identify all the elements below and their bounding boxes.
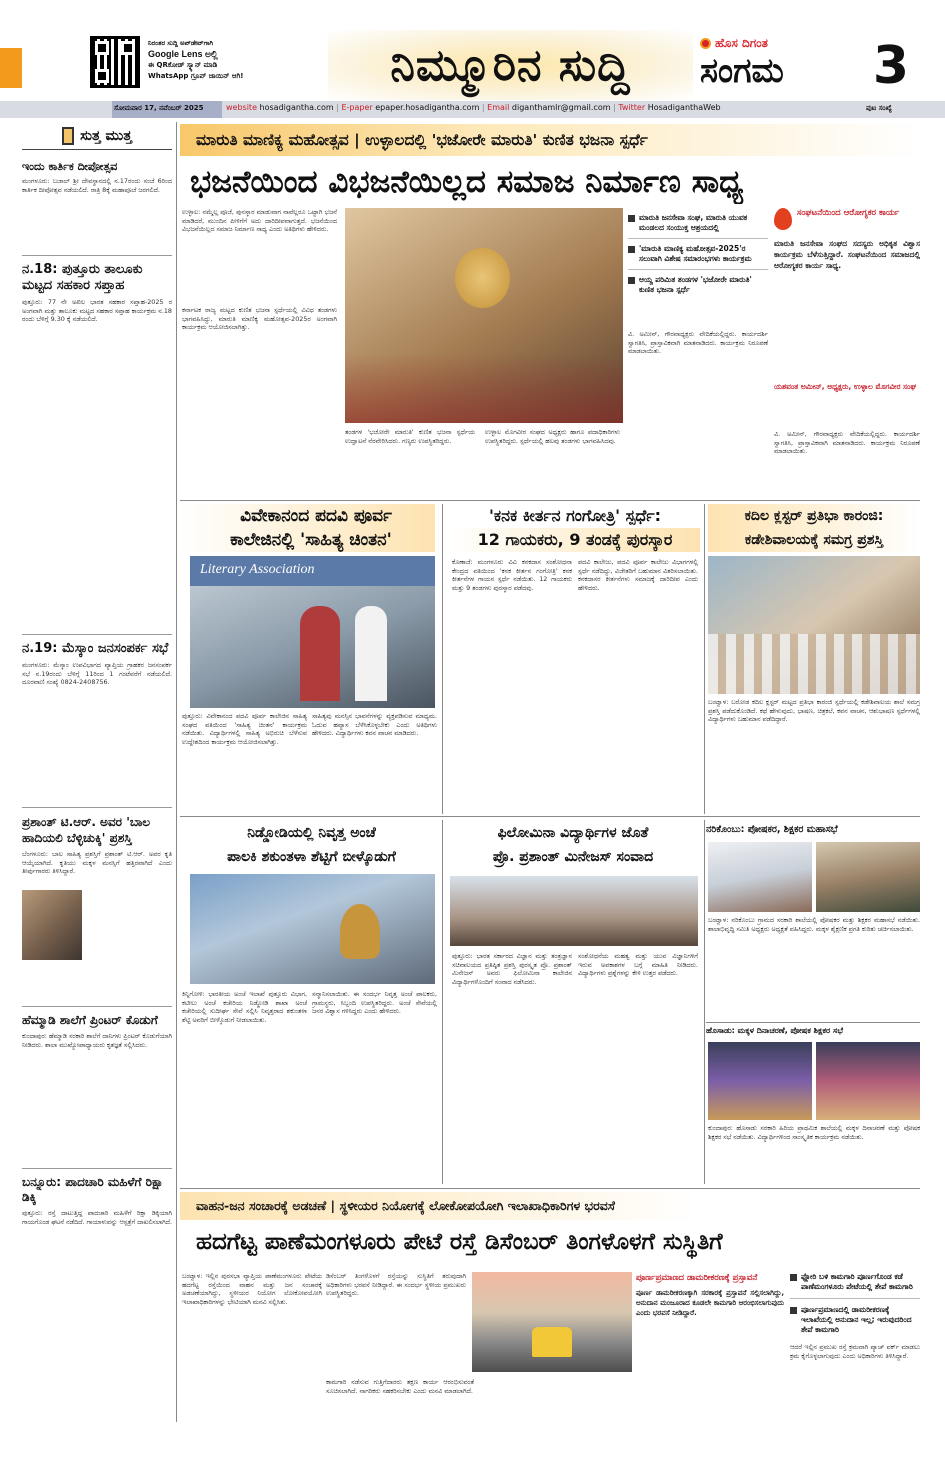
bullet-item: ಮಾರುತಿ ಜನಸೇವಾ ಸಂಘ, ಮಾರುತಿ ಯುವಕ ಮಂಡಲದ ಸಂಯುಕ್ತ ಆಶ್ರಯದಲ್ಲಿ bbox=[628, 210, 768, 239]
sidebar bbox=[22, 122, 172, 1422]
sidebar-item bbox=[22, 1013, 172, 1162]
lead-headline: ಭಜನೆಯಿಂದ ವಿಭಜನೆಯಿಲ್ಲದ ಸಮಾಜ ನಿರ್ಮಾಣ ಸಾಧ್ಯ bbox=[190, 164, 744, 200]
bottom-body-1: ಬಂಟ್ವಾಳ: ಇಲ್ಲಿನ ಪುರಸಭಾ ವ್ಯಾಪ್ತಿಯ ಪಾಣೆಮಂಗಳೂರು ಪೇಟೆಯ ಹದಗೆಟ್ಟ ರಸ್ತೆಯಿಂದ ವಾಹನ ಮತ್ತು ಜನ ಸಂಚಾರಕ್ಕೆ ಅಡಚಣೆಯಾಗಿದ್ದು, ಸ್ಥಳೀಯರ ನಿಯೋಗ ಲೋಕೋಪಯೋಗಿ ಇಲಾಖಾಧಿಕಾರಿಗಳನ್ನು ಭೇಟಿಯಾಗಿ ಮನವಿ ಸಲ್ಲಿಸಿತು. bbox=[182, 1272, 322, 1306]
brand-big: ಸಂಗಮ bbox=[700, 51, 784, 91]
divider bbox=[442, 504, 443, 814]
hosadu-photo-1 bbox=[708, 1042, 812, 1120]
square-bullet-icon bbox=[790, 1274, 797, 1281]
sidebar-item-headline: ಇಂದು ಕಾರ್ತಿಕ ದೀಪೋತ್ಸವ bbox=[22, 160, 118, 173]
sidebar-item bbox=[22, 641, 172, 801]
bottom-side bbox=[790, 1272, 920, 1393]
sidebar-item-headline: ನ.18: ಪುತ್ತೂರು ತಾಲೂಕು ಮಟ್ಟದ ಸಹಕಾರ ಸಪ್ತಾಹ bbox=[22, 262, 143, 293]
sidebar-item-body: ಕುಂದಾಪುರ: ಹೆಮ್ಮಾಡಿ ಸರಕಾರಿ ಶಾಲೆಗೆ ದಾನಿಗಳು ಪ್ರಿಂಟರ್ ಕೊಡುಗೆಯಾಗಿ ನೀಡಿದರು. ಶಾಲಾ ಮುಖ್ಯೋಪಾಧ್ಯಾಯರು ಕೃತಜ್ಞತೆ ಸಲ್ಲಿಸಿದರು. bbox=[22, 1032, 172, 1049]
qr-code[interactable] bbox=[90, 36, 140, 88]
lead-kicker: ಮಾರುತಿ ಮಾಣಿಕ್ಯ ಮಹೋತ್ಸವ | ಉಳ್ಳಾಲದಲ್ಲಿ 'ಭಜೋರೇ ಮಾರುತಿ' ಕುಣಿತ ಭಜನಾ ಸ್ಪರ್ಧೆ bbox=[196, 131, 648, 149]
bullet-item: ಆಯ್ದ ಪರಿಮಿತ ತಂಡಗಳ 'ಭಜೋರೇ ಮಾರುತಿ' ಕುಣಿತ ಭಜನಾ ಸ್ಪರ್ಧೆ bbox=[628, 270, 768, 300]
kanaka-headline-1: 'ಕನಕ ಕೀರ್ತನ ಗಂಗೋತ್ರಿ' ಸ್ಪರ್ಧೆ: bbox=[489, 506, 661, 525]
qr-text-1: ನಿರಂತರ ಸುದ್ದಿ ಅಪ್‌ಡೇಟ್‌ಗಾಗಿ bbox=[148, 39, 214, 47]
lead-body-col5: ವಿ. ಅಮೀನ್, ಗೌರವಾಧ್ಯಕ್ಷರು ವೇದಿಕೆಯಲ್ಲಿದ್ದರು. ಕಾರ್ಯದರ್ಶಿ ಸ್ವಾಗತಿಸಿ, ಪ್ರಾಸ್ತಾವಿಕವಾಗಿ ಮಾತನಾಡಿದರು. ಕಾರ್ಯಕ್ರಮ ನಿರೂಪಣೆ ಮಾಡಲಾಯಿತು. bbox=[774, 430, 920, 456]
kadila-headline-2: ಕಡೇಶಿವಾಲಯಕ್ಕೆ ಸಮಗ್ರ ಪ್ರಶಸ್ತಿ bbox=[744, 532, 884, 548]
divider bbox=[180, 1188, 920, 1189]
brand-small: ಹೊಸ ದಿಗಂತ bbox=[715, 36, 768, 50]
divider bbox=[704, 820, 705, 1184]
side-point: ಪೂರ್ಣಪ್ರಮಾಣದಲ್ಲಿ ಡಾಮರೀಕರಣಕ್ಕೆ ಇಲಾಖೆಯಲ್ಲಿ ಅನುದಾನ ಇಲ್ಲ; ಇರುವುದರಿಂದ ತೇಪೆ ಕಾಮಗಾರಿ bbox=[790, 1299, 920, 1335]
nidoddi-headline-2: ಪಾಲಕಿ ಶಕುಂತಳಾ ಶೆಟ್ಟಿಗೆ ಬೀಳ್ಕೊಡುಗೆ bbox=[227, 849, 396, 865]
quote-body: ಮಾರುತಿ ಜನಸೇವಾ ಸಂಘದ ಸದಸ್ಯರು ಅಧಿಕೃತ ವಿಶ್ವಾಸ ಕಾರ್ಯಕ್ರಮ ಬೆಳೆಸುತ್ತಿದ್ದಾರೆ. ಸಂಘಟನೆಯಿಂದ ಸಮಾಜದಲ್ಲಿ ಆರೋಗ್ಯಕರ ಕಾರ್ಯ ಸಾಧ್ಯ. bbox=[774, 239, 920, 270]
orange-accent-block bbox=[0, 48, 22, 88]
philomina-headline-1: ಫಿಲೋಮಿನಾ ವಿದ್ಯಾರ್ಥಿಗಳ ಜೊತೆ bbox=[497, 825, 649, 841]
kanaka-body-1: ಕೊಣಾಜೆ: ಮಂಗಳೂರು ವಿವಿ ಕನಕದಾಸ ಸಂಶೋಧನಾ ಕೇಂದ್ರದ ವತಿಯಿಂದ 'ಕನಕ ಕೀರ್ತನ ಗಂಗೋತ್ರಿ' ಕನಕ ಕೀರ್ತನೆಗಳ ಗಾಯನ ಸ್ಪರ್ಧೆ ನಡೆಯಿತು. 12 ಗಾಯಕರು ಮತ್ತು 9 ತಂಡಗಳು ಪುರಸ್ಕಾರ ಪಡೆದವು. bbox=[452, 558, 572, 592]
twitter-label: Twitter bbox=[618, 103, 646, 112]
masthead-title: ನಿಮ್ಮೂರಿನ ಸುದ್ದಿ bbox=[390, 40, 631, 91]
quote-title: ಸಂಘಟನೆಯಿಂದ ಆರೋಗ್ಯಕರ ಕಾರ್ಯ bbox=[797, 208, 900, 218]
sidebar-item-body: ಮಂಗಳೂರು: ಬಜಾಲ್ ಶ್ರೀ ದೇವಸ್ಥಾನದಲ್ಲಿ ನ.17ರಂದು ಸಂಜೆ 6ರಿಂದ ಕಾರ್ತಿಕ ದೀಪೋತ್ಸವ ನಡೆಯಲಿದೆ. ರಾತ್ರಿ 8ಕ್ಕೆ ಮಹಾಪೂಜೆ ಜರಗಲಿದೆ. bbox=[22, 177, 172, 194]
bottom-box-body: ಪೂರ್ಣ ಡಾಮರೀಕರಣಕ್ಕಾಗಿ ಸರಕಾರಕ್ಕೆ ಪ್ರಸ್ತಾವನೆ ಸಲ್ಲಿಸಲಾಗಿದ್ದು, ಅನುದಾನ ಮಂಜೂರಾದ ಕೂಡಲೇ ಕಾಮಗಾರಿ ಆರಂಭಿಸಲಾಗುವುದು ಎಂದು ಭರವಸೆ ನೀಡಿದ್ದಾರೆ. bbox=[636, 1289, 784, 1317]
bullet-item: 'ಮಾರುತಿ ಮಾಣಿಕ್ಯ ಮಹೋತ್ಸವ-2025'ರ ಸಲುವಾಗಿ ವಿಶೇಷ ಸಮಾರಂಭಗಳು ಕಾರ್ಯಕ್ರಮ bbox=[628, 239, 768, 270]
side-point: ಫ್ಲೋರಿ ಬಳಿ ಕಾಮಗಾರಿ ಪೂರ್ಣಗೊಂಡ ಕಡೆ ಪಾಣೆಮಂಗಳೂರು ಪೇಟೆಯಲ್ಲಿ ತೇಪೆ ಕಾಮಗಾರಿ bbox=[790, 1272, 920, 1299]
bottom-body-2: ಡಿಸೆಂಬರ್ ತಿಂಗಳೊಳಗೆ ರಸ್ತೆಯನ್ನು ಸುಸ್ಥಿತಿಗೆ ತರುವುದಾಗಿ ಅಧಿಕಾರಿಗಳು ಭರವಸೆ ನೀಡಿದ್ದಾರೆ. ಈ ಸಂದರ್ಭ ಸ್ಥಳೀಯ ಪ್ರಮುಖರು ಉಪಸ್ಥಿತರಿದ್ದರು. bbox=[326, 1272, 466, 1298]
square-bullet-icon bbox=[790, 1307, 797, 1314]
philomina-headline-2: ಪ್ರೊ. ಪ್ರಶಾಂತ್ ಮಿನೇಜಸ್ ಸಂವಾದ bbox=[492, 849, 654, 865]
lead-body-col2: ತಂಡಗಳ 'ಭಜೋರೇ ಮಾರುತಿ' ಕುಣಿತ ಭಜನಾ ಸ್ಪರ್ಧೆಯ ಉದ್ಘಾಟನೆ ನೆರವೇರಿಸಿದರು. ಗಣ್ಯರು ಉಪಸ್ಥಿತರಿದ್ದರು. bbox=[345, 428, 475, 445]
sidebar-item-headline: ಬನ್ನೂರು: ಪಾದಚಾರಿ ಮಹಿಳೆಗೆ ರಿಕ್ಷಾ ಡಿಕ್ಕಿ bbox=[22, 1175, 164, 1204]
bottom-body-3: ಕಾಮಗಾರಿ ನಡೆಸುವ ಗುತ್ತಿಗೆದಾರರು ತಕ್ಷಣ ಕಾರ್ಯ ಆರಂಭಿಸುವಂತೆ ಸೂಚಿಸಲಾಗಿದೆ. ನಾಗರಿಕರು ಸಹಕರಿಸಬೇಕು ಎಂದು ಮನವಿ ಮಾಡಲಾಗಿದೆ. bbox=[326, 1378, 474, 1395]
divider bbox=[180, 816, 920, 817]
sidebar-item bbox=[22, 814, 172, 1000]
narikombu-headline: ನರಿಕೊಂಬು: ಪೋಷಕರ, ಶಿಕ್ಷಕರ ಮಹಾಸಭೆ bbox=[706, 824, 838, 835]
sidebar-item-body: ಪುತ್ತೂರು: 77 ನೇ ಅಖಿಲ ಭಾರತ ಸಹಕಾರ ಸಪ್ತಾಹ-2025 ರ ಅಂಗವಾಗಿ ಮತ್ತು ತಾಲೂಕು ಮಟ್ಟದ ಸಹಕಾರ ಸಪ್ತಾಹ ಕಾರ್ಯಕ್ರಮ ನ.18 ರಂದು ಬೆಳಿಗ್ಗೆ 9.30 ಕ್ಕೆ ನಡೆಯಲಿದೆ. bbox=[22, 298, 172, 324]
vivek-headline-1: ವಿವೇಕಾನಂದ ಪದವಿ ಪೂರ್ವ bbox=[240, 506, 392, 526]
epaper-label: E-paper bbox=[341, 103, 373, 112]
bottom-box bbox=[636, 1272, 784, 1372]
bottom-headline: ಹದಗೆಟ್ಟ ಪಾಣೆಮಂಗಳೂರು ಪೇಟೆ ರಸ್ತೆ ಡಿಸೆಂಬರ್ ತಿಂಗಳೊಳಗೆ ಸುಸ್ಥಿತಿಗೆ bbox=[196, 1229, 723, 1255]
sidebar-logo bbox=[22, 122, 172, 150]
bottom-street-photo bbox=[472, 1272, 632, 1372]
contact-line: website hosadigantha.com | E-paper epaper.hosadigantha.com | Email diganthamlr@gmail.com | Twitter HosadiganthaWeb bbox=[226, 103, 721, 112]
quote-author: ಯಶವಂತ ಅಮೀನ್, ಅಧ್ಯಕ್ಷರು, ಉಳ್ಳಾಲ ಮೊಗವೀರ ಸಂಘ bbox=[774, 382, 916, 391]
page-label: ಪುಟ ಸಂಖ್ಯೆ bbox=[866, 104, 892, 112]
sidebar-item-headline: ನ.19: ಮೆಸ್ಕಾಂ ಜನಸಂಪರ್ಕ ಸಭೆ bbox=[22, 641, 169, 656]
brand-logo[interactable] bbox=[700, 36, 890, 91]
divider bbox=[180, 500, 920, 501]
kanaka-body-2: ಪದವಿ ಕಾಲೇಜು, ಪದವಿ ಪೂರ್ವ ಕಾಲೇಜು ವಿಭಾಗಗಳಲ್ಲಿ ಸ್ಪರ್ಧೆ ನಡೆದಿದ್ದು, ವಿಜೇತರಿಗೆ ಬಹುಮಾನ ವಿತರಿಸಲಾಯಿತು. ಕನಕದಾಸರ ಕೀರ್ತನೆಗಳು ಸಮಾಜಕ್ಕೆ ದಾರಿದೀಪ ಎಂದು ಹೇಳಿದರು. bbox=[578, 558, 698, 592]
qr-instructions bbox=[148, 38, 328, 82]
vivek-body-1: ಪುತ್ತೂರು: ವಿವೇಕಾನಂದ ಪದವಿ ಪೂರ್ವ ಕಾಲೇಜಿನ ಸಾಹಿತ್ಯ ಸಂಘದ ವತಿಯಿಂದ 'ಸಾಹಿತ್ಯ ಚಿಂತನ' ಕಾರ್ಯಕ್ರಮ ನಡೆಯಿತು. ವಿದ್ಯಾರ್ಥಿಗಳಲ್ಲಿ ಸಾಹಿತ್ಯ ಅಭಿರುಚಿ ಬೆಳೆಸುವ ಉದ್ದೇಶದಿಂದ ಕಾರ್ಯಕ್ರಮ ಆಯೋಜಿಸಲಾಗಿತ್ತು. bbox=[182, 712, 307, 746]
nidoddi-body-1: ಕಿನ್ನಿಗೋಳಿ: ಭಾರತೀಯ ಅಂಚೆ ಇಲಾಖೆ ಪುತ್ತೂರು ವಿಭಾಗ, ಕಟೀಲು ಅಂಚೆ ಕಚೇರಿಯ ನಿಡ್ಡೋಡಿ ಶಾಖಾ ಅಂಚೆ ಕಚೇರಿಯಲ್ಲಿ ಸುದೀರ್ಘ ಸೇವೆ ಸಲ್ಲಿಸಿ ನಿವೃತ್ತರಾದ ಶಕುಂತಳಾ ಶೆಟ್ಟಿ ಅವರಿಗೆ ಬೀಳ್ಕೊಡುಗೆ ನೀಡಲಾಯಿತು. bbox=[182, 990, 307, 1024]
email-label: Email bbox=[487, 103, 510, 112]
brand-sun-icon bbox=[700, 38, 711, 49]
square-bullet-icon bbox=[628, 277, 635, 284]
narikombu-photo-2 bbox=[816, 842, 920, 912]
sidebar-item bbox=[22, 262, 172, 628]
narikombu-body: ಬಂಟ್ವಾಳ: ನರಿಕೊಂಬು ಗ್ರಾಮದ ಸರಕಾರಿ ಶಾಲೆಯಲ್ಲಿ ಪೋಷಕರ ಮತ್ತು ಶಿಕ್ಷಕರ ಮಹಾಸಭೆ ನಡೆಯಿತು. ಶಾಲಾಭಿವೃದ್ಧಿ ಸಮಿತಿ ಅಧ್ಯಕ್ಷರು ಅಧ್ಯಕ್ಷತೆ ವಹಿಸಿದ್ದರು. ಮಕ್ಕಳ ಶೈಕ್ಷಣಿಕ ಪ್ರಗತಿ ಕುರಿತು ಚರ್ಚಿಸಲಾಯಿತು. bbox=[708, 916, 920, 933]
sidebar-item-body: ಪುತ್ತೂರು: ರಸ್ತೆ ದಾಟುತ್ತಿದ್ದ ಪಾದಚಾರಿ ಮಹಿಳೆಗೆ ರಿಕ್ಷಾ ಡಿಕ್ಕಿಯಾಗಿ ಗಾಯಗೊಂಡ ಘಟನೆ ನಡೆದಿದೆ. ಗಾಯಾಳುವನ್ನು ಆಸ್ಪತ್ರೆಗೆ ದಾಖಲಿಸಲಾಗಿದೆ. bbox=[22, 1209, 172, 1226]
square-bullet-icon bbox=[628, 246, 635, 253]
kadila-photo bbox=[708, 556, 920, 694]
lead-body-col1: ಉಳ್ಳಾಲ: ನಮ್ಮೆಲ್ಲ ಪೂಜೆ, ಪುನಸ್ಕಾರ ಮಾಡುವಾಗ ನಾವೆಲ್ಲರೂ ಒಟ್ಟಾಗಿ ಭಜನೆ ಮಾಡಿದರೆ, ಮುಂದಿನ ಪೀಳಿಗೆಗೆ ಅದು ದಾರಿದೀಪವಾಗುತ್ತದೆ. ಭಜನೆಯಿಂದ ವಿಭಜನೆಯಿಲ್ಲದ ಸಮಾಜ ನಿರ್ಮಾಣ ಸಾಧ್ಯ ಎಂದು ಅತಿಥಿಗಳು ಹೇಳಿದರು. bbox=[182, 208, 337, 234]
sidebar-item-headline: ಹೆಮ್ಮಾಡಿ ಶಾಲೆಗೆ ಪ್ರಿಂಟರ್ ಕೊಡುಗೆ bbox=[22, 1013, 158, 1027]
portrait-photo bbox=[22, 890, 82, 960]
twitter-link[interactable]: HosadiganthaWeb bbox=[647, 103, 721, 112]
divider bbox=[706, 1022, 920, 1023]
bottom-box-title: ಪೂರ್ಣಪ್ರಮಾಣದ ಡಾಮರೀಕರಣಕ್ಕೆ ಪ್ರಸ್ತಾವನೆ bbox=[636, 1273, 758, 1283]
vivek-banner-text: Literary Association bbox=[200, 562, 315, 577]
kadila-headline-1: ಕದಿಲ ಕ್ಲಸ್ಟರ್ ಪ್ರತಿಭಾ ಕಾರಂಜಿ: bbox=[744, 508, 884, 524]
nidoddi-photo bbox=[190, 874, 435, 984]
divider bbox=[442, 820, 443, 1184]
door-icon bbox=[62, 127, 74, 145]
vivek-body-2: ಸಾಹಿತ್ಯವು ಮನಸ್ಸಿನ ಭಾವನೆಗಳನ್ನು ವ್ಯಕ್ತಪಡಿಸುವ ಮಾಧ್ಯಮ. ಓದುವ ಹವ್ಯಾಸ ಬೆಳೆಸಿಕೊಳ್ಳಬೇಕು ಎಂದು ಅತಿಥಿಗಳು ಹೇಳಿದರು. ವಿದ್ಯಾರ್ಥಿಗಳು ಕವನ ವಾಚನ ಮಾಡಿದರು. bbox=[312, 712, 437, 738]
qr-text-4: WhatsApp ಗ್ರೂಪ್ ಜಾಯಿನ್ ಆಗಿ! bbox=[148, 72, 244, 80]
narikombu-photo-1 bbox=[708, 842, 812, 912]
sidebar-item-headline: ಪ್ರಶಾಂತ್ ಟಿ.ಆರ್. ಅವರ 'ಬಾಲ ಹಾದಿಯಲಿ ಬೆಳ್ಳಿಚುಕ್ಕಿ' ಪ್ರಶಸ್ತಿ bbox=[22, 815, 151, 845]
vivek-headline-2: ಕಾಲೇಜಿನಲ್ಲಿ 'ಸಾಹಿತ್ಯ ಚಿಂತನ' bbox=[230, 530, 392, 550]
philomina-photo bbox=[450, 876, 698, 946]
nidoddi-headline-1: ನಿಡ್ಡೋಡಿಯಲ್ಲಿ ನಿವೃತ್ತ ಅಂಚೆ bbox=[247, 825, 376, 841]
hosadu-headline: ಹೊಸಾಡು: ಮಕ್ಕಳ ದಿನಾಚರಣೆ, ಪೋಷಕ ಶಿಕ್ಷಕರ ಸಭೆ bbox=[706, 1026, 843, 1035]
date-text: ಸೋಮವಾರ 17, ನವೆಂಬರ್ 2025 bbox=[114, 104, 204, 112]
sidebar-logo-text: ಸುತ್ತ ಮುತ್ತ bbox=[80, 127, 132, 144]
kadila-body: ಬಂಟ್ವಾಳ: ಬರೋಡ ಕದಿಲ ಕ್ಲಸ್ಟರ್ ಮಟ್ಟದ ಪ್ರತಿಭಾ ಕಾರಂಜಿ ಸ್ಪರ್ಧೆಯಲ್ಲಿ ಕಡೇಶಿವಾಲಯ ಶಾಲೆ ಸಮಗ್ರ ಪ್ರಶಸ್ತಿ ಪಡೆದುಕೊಂಡಿದೆ. ಕಥೆ ಹೇಳುವುದು, ಭಾಷಣ, ಚಿತ್ರಕಲೆ, ಕವನ ವಾಚನ, ಆಶುಭಾಷಣ ಸ್ಪರ್ಧೆಗಳಲ್ಲಿ ವಿದ್ಯಾರ್ಥಿಗಳು ಬಹುಮಾನ ಪಡೆದಿದ್ದಾರೆ. bbox=[708, 698, 920, 724]
divider bbox=[704, 504, 705, 814]
philomina-body-2: ಸಂಶೋಧನೆಯ ಮಹತ್ವ ಮತ್ತು ಯುವ ವಿಜ್ಞಾನಿಗಳಿಗೆ ಇರುವ ಅವಕಾಶಗಳ ಬಗ್ಗೆ ಮಾಹಿತಿ ನೀಡಿದರು. ವಿದ್ಯಾರ್ಥಿಗಳು ಪ್ರಶ್ನೆಗಳನ್ನು ಕೇಳಿ ಉತ್ತರ ಪಡೆದರು. bbox=[578, 952, 698, 978]
sidebar-item-body: ಮಂಗಳೂರು: ಮೆಸ್ಕಾಂ ಉಪವಿಭಾಗದ ವ್ಯಾಪ್ತಿಯ ಗ್ರಾಹಕರ ಜನಸಂಪರ್ಕ ಸಭೆ ನ.19ರಂದು ಬೆಳಿಗ್ಗೆ 11ರಿಂದ 1 ಗಂಟೆವರೆಗೆ ನಡೆಯಲಿದೆ. ದೂರವಾಣಿ ಸಂಖ್ಯೆ 0824-2408756. bbox=[22, 661, 172, 687]
hosadu-body: ಕುಂದಾಪುರ: ಹೊಸಾಡು ಸರಕಾರಿ ಹಿರಿಯ ಪ್ರಾಥಮಿಕ ಶಾಲೆಯಲ್ಲಿ ಮಕ್ಕಳ ದಿನಾಚರಣೆ ಮತ್ತು ಪೋಷಕ ಶಿಕ್ಷಕರ ಸಭೆ ನಡೆಯಿತು. ವಿದ್ಯಾರ್ಥಿಗಳಿಂದ ಸಾಂಸ್ಕೃತಿಕ ಕಾರ್ಯಕ್ರಮ ನಡೆಯಿತು. bbox=[708, 1124, 920, 1141]
website-label: website bbox=[226, 103, 257, 112]
sidebar-item-body: ಬೆಂಗಳೂರು: ಬಾಲ ಸಾಹಿತ್ಯ ಪ್ರಶಸ್ತಿಗೆ ಪ್ರಶಾಂತ್ ಟಿ.ಆರ್. ಅವರ ಕೃತಿ ಆಯ್ಕೆಯಾಗಿದೆ. ಕೃತಿಯು ಮಕ್ಕಳ ಮನಸ್ಸಿಗೆ ಹತ್ತಿರವಾಗಿದೆ ಎಂದು ತೀರ್ಪುಗಾರರು ತಿಳಿಸಿದ್ದಾರೆ. bbox=[22, 850, 172, 876]
website-link[interactable]: hosadigantha.com bbox=[259, 103, 334, 112]
sidebar-item bbox=[22, 160, 172, 249]
qr-text-2: Google Lens ಅಲ್ಲಿ bbox=[148, 49, 218, 59]
page-number: 3 bbox=[872, 36, 910, 96]
sidebar-divider bbox=[176, 122, 177, 1422]
epaper-link[interactable]: epaper.hosadigantha.com bbox=[375, 103, 480, 112]
bottom-kicker: ವಾಹನ-ಜನ ಸಂಚಾರಕ್ಕೆ ಅಡಚಣೆ | ಸ್ಥಳೀಯರ ನಿಯೋಗಕ್ಕೆ ಲೋಕೋಪಯೋಗಿ ಇಲಾಖಾಧಿಕಾರಿಗಳ ಭರವಸೆ bbox=[196, 1198, 615, 1213]
lead-quote-box bbox=[774, 208, 920, 426]
lead-body-col3: ಉಳ್ಳಾಲ ಮೊಗವೀರ ಸಂಘದ ಅಧ್ಯಕ್ಷರು ಹಾಗೂ ಪದಾಧಿಕಾರಿಗಳು ಉಪಸ್ಥಿತರಿದ್ದರು. ಸ್ಪರ್ಧೆಯಲ್ಲಿ ಹಲವು ತಂಡಗಳು ಭಾಗವಹಿಸಿದವು. bbox=[485, 428, 620, 445]
square-bullet-icon bbox=[628, 215, 635, 222]
vivek-photo bbox=[190, 556, 435, 708]
email-link[interactable]: diganthamlr@gmail.com bbox=[511, 103, 611, 112]
quote-drop-icon bbox=[774, 208, 792, 230]
lead-photo bbox=[345, 208, 623, 423]
kanaka-headline-2: 12 ಗಾಯಕರು, 9 ತಂಡಕ್ಕೆ ಪುರಸ್ಕಾರ bbox=[477, 530, 673, 549]
qr-text-3: ಈ QRಕೋಡ್ ಸ್ಕ್ಯಾನ್ ಮಾಡಿ bbox=[148, 61, 218, 69]
lead-body-col1b: ಕರ್ನಾಟಕ ರಾಜ್ಯ ಮಟ್ಟದ ಕುಣಿತ ಭಜನಾ ಸ್ಪರ್ಧೆಯಲ್ಲಿ ವಿವಿಧ ತಂಡಗಳು ಭಾಗವಹಿಸಿದ್ದು, ಮಾರುತಿ ಮಾಣಿಕ್ಯ ಮಹೋತ್ಸವ-2025ರ ಅಂಗವಾಗಿ ಕಾರ್ಯಕ್ರಮ ಆಯೋಜಿಸಲಾಗಿತ್ತು. bbox=[182, 306, 337, 332]
hosadu-photo-2 bbox=[816, 1042, 920, 1120]
lead-bullets bbox=[628, 210, 768, 300]
side-body: ಆದರೆ ಇಲ್ಲಿನ ಪ್ರಮುಖ ರಸ್ತೆ ಕ್ರಮವಾಗಿ ಪ್ಯಾಚ್ ವರ್ಕ್ ಮಾಡಲು ಕ್ರಮ ಕೈಗೊಳ್ಳಲಾಗುವುದು ಎಂದು ಅಧಿಕಾರಿಗಳು ತಿಳಿಸಿದ್ದಾರೆ. bbox=[790, 1343, 920, 1360]
nidoddi-body-2: ಸನ್ಮಾನಿಸಲಾಯಿತು. ಈ ಸಂದರ್ಭ ನಿವೃತ್ತ ಅಂಚೆ ಪಾಲಕರು, ಗ್ರಾಮಸ್ಥರು, ಸಿಬ್ಬಂದಿ ಉಪಸ್ಥಿತರಿದ್ದರು. ಅಂಚೆ ಸೇವೆಯಲ್ಲಿ ಜನರ ವಿಶ್ವಾಸ ಗಳಿಸಿದ್ದರು ಎಂದು ಹೇಳಿದರು. bbox=[312, 990, 437, 1016]
lead-body-col4: ವಿ. ಅಮೀನ್, ಗೌರವಾಧ್ಯಕ್ಷರು ವೇದಿಕೆಯಲ್ಲಿದ್ದರು. ಕಾರ್ಯದರ್ಶಿ ಸ್ವಾಗತಿಸಿ, ಪ್ರಾಸ್ತಾವಿಕವಾಗಿ ಮಾತನಾಡಿದರು. ಕಾರ್ಯಕ್ರಮ ನಿರೂಪಣೆ ಮಾಡಲಾಯಿತು. bbox=[628, 330, 768, 356]
philomina-body-1: ಪುತ್ತೂರು: ಭಾರತ ಸರ್ಕಾರದ ವಿಜ್ಞಾನ ಮತ್ತು ತಂತ್ರಜ್ಞಾನ ಸಚಿವಾಲಯದ ಪ್ರತಿಷ್ಠಿತ ಪ್ರಶಸ್ತಿ ಪುರಸ್ಕೃತ ಪ್ರೊ. ಪ್ರಶಾಂತ್ ಮಿನೇಜಸ್ ಅವರು ಫಿಲೋಮಿನಾ ಕಾಲೇಜಿನ ವಿದ್ಯಾರ್ಥಿಗಳೊಂದಿಗೆ ಸಂವಾದ ನಡೆಸಿದರು. bbox=[452, 952, 572, 986]
sidebar-item bbox=[22, 1175, 172, 1279]
